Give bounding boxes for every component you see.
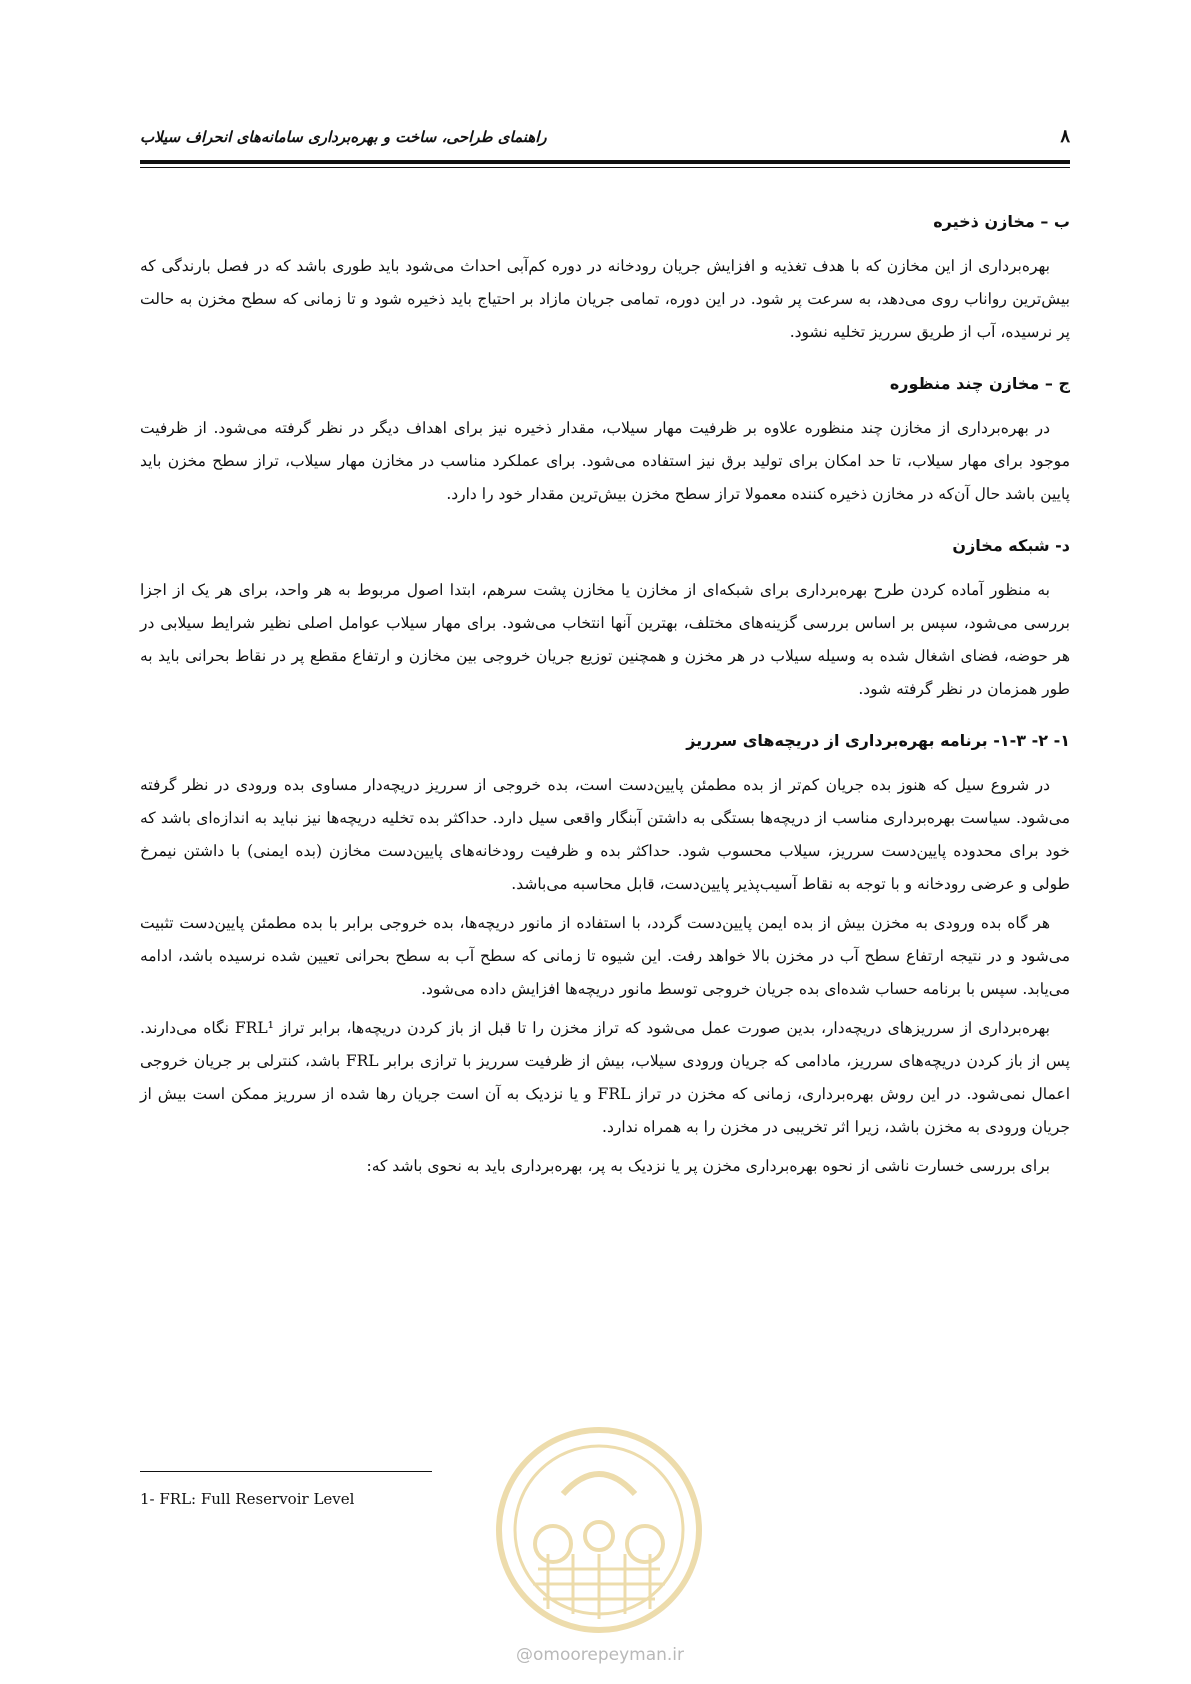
page-number: ۸: [1060, 126, 1070, 147]
header-rule-thick: [140, 160, 1070, 164]
paragraph: برای بررسی خسارت ناشی از نحوه بهره‌برداری مخزن پر یا نزدیک به پر، بهره‌برداری باید به نحوی باشد که:: [366, 1157, 1050, 1175]
section-heading: ج – مخازن چند منظوره: [889, 374, 1070, 393]
paragraph: هر گاه بده ورودی به مخزن بیش از بده ایمن پایین‌دست گردد، با استفاده از مانور دریچه‌ها، بده خروجی برابر با بده مطمئن پایین‌دست تثبیت می‌شود و در نتیجه ارتفاع سطح آب در مخزن بالا خواهد رفت. این شیوه تا زمانی که سطح آب به سطح بحرانی تعیین شده نرسیده باشد، ادامه می‌یابد. سپس با برنامه حساب شده‌ای بده جریان خروجی توسط مانور دریچه‌ها افزایش داده می‌شود.: [140, 914, 1070, 998]
section-heading: ۱- ۲- ۱-۳- برنامه بهره‌برداری از دریچه‌های سرریز: [686, 731, 1070, 750]
footnote: 1- FRL: Full Reservoir Level: [140, 1490, 355, 1508]
section-reservoir-network: [140, 529, 1070, 706]
paragraph: در شروع سیل که هنوز بده جریان کم‌تر از بده مطمئن پایین‌دست است، بده خروجی از سرریز دریچه‌دار مساوی بده ورودی در نظر گرفته می‌شود. سیاست بهره‌برداری مناسب از دریچه‌ها بستگی به داشتن آبنگار واقعی سیل دارد. حداکثر بده تخلیه دریچه‌ها نیز نباید به اندازه‌ای باشد که خود برای محدوده پایین‌دست سرریز، سیلاب محسوب شود. حداکثر بده و ظرفیت رودخانه‌های پایین‌دست مخازن (بده ایمنی) با داشتن نیمرخ طولی و عرضی رودخانه و با توجه به نقاط آسیب‌پذیر پایین‌دست، قابل محاسبه می‌باشد.: [140, 776, 1070, 893]
header-rule-thin: [140, 167, 1070, 168]
paragraph: به منظور آماده کردن طرح بهره‌برداری برای شبکه‌ای از مخازن یا مخازن پشت سرهم، ابتدا اصول مربوط به هر واحد، برای هر یک از اجزا بررسی می‌شود، سپس بر اساس بررسی گزینه‌های مختلف، بهترین آنها انتخاب می‌شود. برای مهار سیلاب عوامل اصلی نظیر شرایط سیلابی در هر حوضه، فضای اشغال شده به وسیله سیلاب در هر مخزن و همچنین توزیع جریان خروجی بین مخازن و ارتفاع مقطع پر در نقاط بحرانی باید به طور همزمان در نظر گرفته شود.: [140, 581, 1070, 698]
page-content: [140, 205, 1070, 1201]
footnote-rule: [140, 1471, 432, 1472]
watermark-site: @omoorepeyman.ir: [515, 1645, 685, 1665]
paragraph: بهره‌برداری از سرریزهای دریچه‌دار، بدین صورت عمل می‌شود که تراز مخزن را تا قبل از باز کردن دریچه‌ها، برابر تراز FRL¹ نگاه می‌دارند. پس از باز کردن دریچه‌های سرریز، مادامی که جریان ورودی سیلاب، بیش از ظرفیت سرریز با ترازی برابر FRL باشد، کنترلی بر جریان خروجی اعمال نمی‌شود. در این روش بهره‌برداری، زمانی که مخزن در تراز FRL و یا نزدیک به آن است جریان رها شده از سرریز ممکن است بیش از جریان ورودی به مخزن باشد، زیرا اثر تخریبی در مخزن را به همراه ندارد.: [140, 1019, 1071, 1136]
section-heading: ب – مخازن ذخیره: [933, 212, 1070, 231]
section-spillway-gates: [140, 724, 1070, 1183]
section-heading: د- شبکه مخازن: [952, 536, 1070, 555]
header-title: راهنمای طراحی، ساخت و بهره‌برداری سامانه‌های انحراف سیلاب: [140, 128, 547, 146]
watermark-seal-icon: [493, 1424, 705, 1636]
section-storage-reservoirs: [140, 205, 1070, 349]
paragraph: بهره‌برداری از این مخازن که با هدف تغذیه و افزایش جریان رودخانه در دوره کم‌آبی احداث می‌شود باید طوری باشد که در فصل بارندگی که بیش‌ترین رواناب روی می‌دهد، به سرعت پر شود. در این دوره، تمامی جریان مازاد بر احتیاج باید ذخیره شود و تا زمانی که سطح مخزن به حالت پر نرسیده، آب از طریق سرریز تخلیه نشود.: [140, 257, 1070, 341]
section-multipurpose-reservoirs: [140, 367, 1070, 511]
paragraph: در بهره‌برداری از مخازن چند منظوره علاوه بر ظرفیت مهار سیلاب، مقدار ذخیره نیز برای اهداف دیگر در نظر گرفته می‌شود. از ظرفیت موجود برای مهار سیلاب، تا حد امکان برای تولید برق نیز استفاده می‌شود. برای عملکرد مناسب در مخازن مهار سیلاب، تراز سطح مخزن باید پایین باشد حال آن‌که در مخازن ذخیره کننده معمولا تراز سطح مخزن بیش‌ترین مقدار خود را دارد.: [140, 419, 1070, 503]
